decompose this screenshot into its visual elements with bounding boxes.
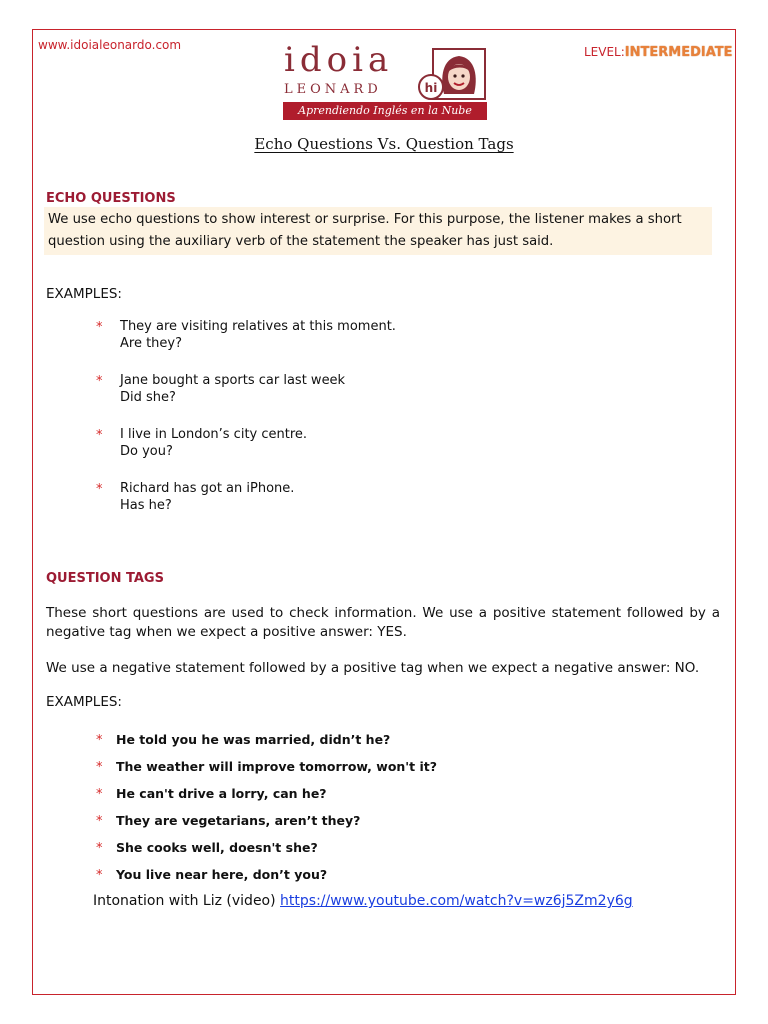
page-title xyxy=(0,135,768,153)
echo-statement: I live in London’s city centre. xyxy=(120,427,308,442)
bullet-icon: * xyxy=(96,814,103,829)
tag-example: The weather will improve tomorrow, won't it? xyxy=(116,759,437,774)
echo-statement: Jane bought a sports car last week xyxy=(120,373,346,388)
echo-statement: They are visiting relatives at this moment. xyxy=(120,319,396,334)
site-url[interactable]: www.idoialeonardo.com xyxy=(38,38,182,52)
bullet-icon: * xyxy=(96,482,103,497)
tags-examples-label: EXAMPLES: xyxy=(46,694,122,710)
question-tags-heading: QUESTION TAGS xyxy=(46,571,164,586)
bullet-icon: * xyxy=(96,374,103,389)
echo-question: Do you? xyxy=(120,444,173,459)
tags-paragraph-2: We use a negative statement followed by a positive tag when we expect a negative answer: NO. xyxy=(46,660,700,676)
tag-example: He can't drive a lorry, can he? xyxy=(116,786,327,801)
tag-example: She cooks well, doesn't she? xyxy=(116,840,318,855)
echo-description: We use echo questions to show interest or surprise. For this purpose, the listener makes a short question using the auxiliary verb of the statement the speaker has just said. xyxy=(44,207,712,255)
echo-examples-label: EXAMPLES: xyxy=(46,286,122,302)
level-indicator xyxy=(584,45,733,60)
video-link[interactable]: https://www.youtube.com/watch?v=wz6j5Zm2y6g xyxy=(280,893,633,909)
logo-hi-bubble: hi xyxy=(418,74,444,100)
video-reference xyxy=(93,893,633,909)
page-title-text: Echo Questions Vs. Question Tags xyxy=(254,135,514,153)
tags-paragraph-1: These short questions are used to check information. We use a positive statement followed by a negative tag when we expect a positive answer: YES. xyxy=(46,605,720,640)
bullet-icon: * xyxy=(96,760,103,775)
bullet-icon: * xyxy=(96,320,103,335)
echo-question: Are they? xyxy=(120,336,183,351)
echo-question: Has he? xyxy=(120,498,172,513)
bullet-icon: * xyxy=(96,428,103,443)
tag-example: You live near here, don’t you? xyxy=(116,867,328,882)
logo-wordmark: idoia xyxy=(284,40,394,80)
video-label: Intonation with Liz (video) xyxy=(93,893,276,909)
bullet-icon: * xyxy=(96,733,103,748)
tag-example: They are vegetarians, aren’t they? xyxy=(116,813,361,828)
bullet-icon: * xyxy=(96,841,103,856)
echo-statement: Richard has got an iPhone. xyxy=(120,481,295,496)
level-label: LEVEL: xyxy=(584,45,625,59)
level-value: INTERMEDIATE xyxy=(624,45,733,60)
echo-question: Did she? xyxy=(120,390,176,405)
logo-subtitle: LEONARD xyxy=(284,82,382,97)
bullet-icon: * xyxy=(96,868,103,883)
tag-example: He told you he was married, didn’t he? xyxy=(116,732,391,747)
logo-tagline: Aprendiendo Inglés en la Nube xyxy=(283,102,487,120)
echo-questions-heading: ECHO QUESTIONS xyxy=(46,191,176,206)
bullet-icon: * xyxy=(96,787,103,802)
